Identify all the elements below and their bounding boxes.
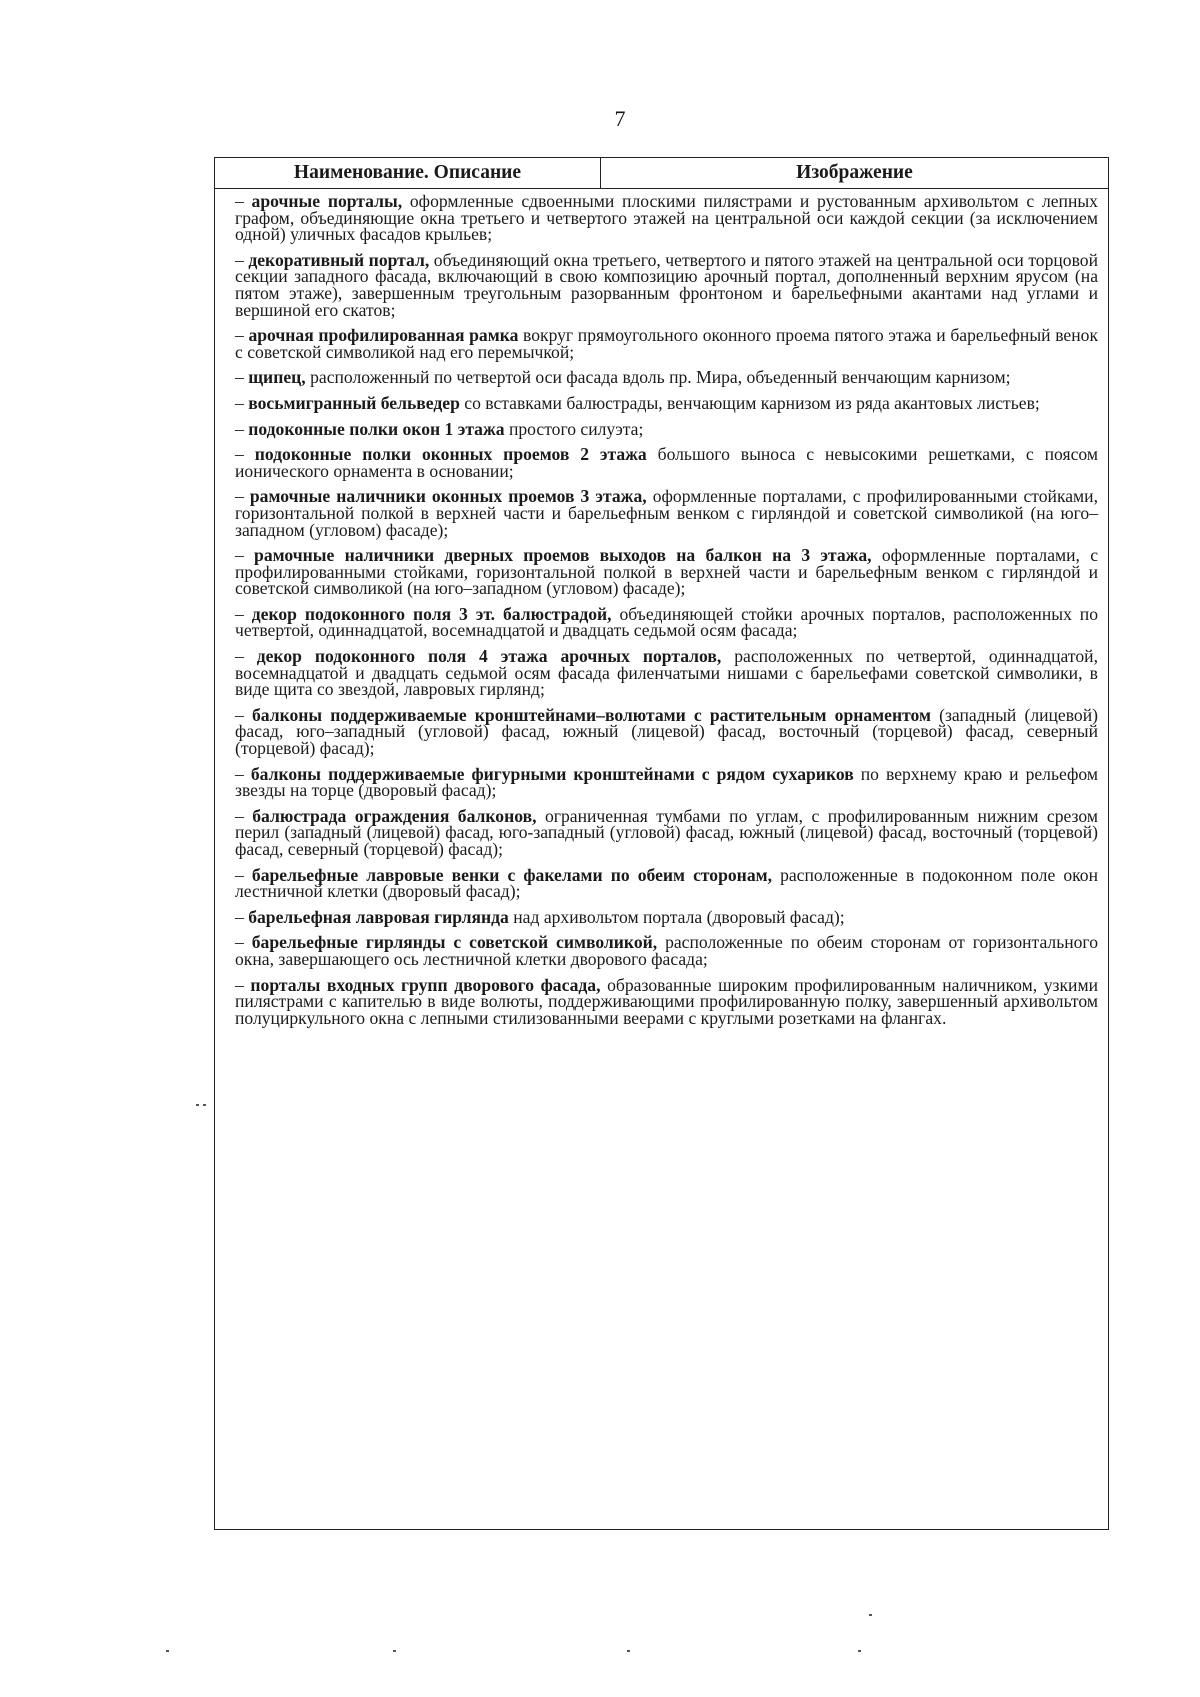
item-term: барельефные лавровые венки с факелами по обеим сторонам, <box>251 864 772 885</box>
description-item <box>235 392 1098 413</box>
item-dash: – <box>235 932 252 953</box>
item-description: объединяющий окна третьего, четвертого и пятого этажей на центральной оси торцовой секции западного фасада, включающий в свою композицию арочный портал, дополненный верхним ярусом (на пятом этаже), завершенным треугольным разорванным фронтоном и барельефными акантами над углами и вершиной его скатов; <box>235 249 1098 320</box>
description-cell <box>215 189 1108 1026</box>
item-dash: – <box>235 325 249 346</box>
description-item <box>235 446 1098 479</box>
item-term: балюстрада ограждения балконов, <box>252 805 537 826</box>
description-item <box>235 763 1099 801</box>
item-term: порталы входных групп дворового фасада, <box>250 974 601 995</box>
item-term: балконы поддерживаемые кронштейнами–волютами с растительным орнаментом <box>251 704 931 725</box>
item-dash: – <box>235 249 249 270</box>
item-dash: – <box>235 418 249 439</box>
item-term: рамочные наличники оконных проемов 3 этажа, <box>249 486 647 507</box>
item-dash: – <box>235 603 252 624</box>
item-description: ограниченная тумбами по углам, с профилированным нижним срезом перил (западный (лицевой) фасад, юго-западный (угловой) фасад, южный (лицевой) фасад, восточный (торцевой) фасад, северный (торцевой) фасад); <box>235 805 1098 859</box>
item-dash: – <box>235 444 255 465</box>
description-item <box>235 805 1098 859</box>
item-description: оформленные порталами, с профилированными стойками, горизонтальной полкой в верхней части и барельефным венком с гирляндой и советской символикой (на юго– западном (угловом) фасаде); <box>235 486 1098 540</box>
item-term: арочные порталы, <box>251 191 403 211</box>
description-item <box>235 603 1099 641</box>
description-item <box>235 906 1098 927</box>
item-term: восьмигранный бельведер <box>248 392 460 413</box>
description-item <box>235 193 1098 243</box>
item-dash: – <box>235 486 250 507</box>
description-item <box>235 704 1098 759</box>
item-term: декор подоконного поля 3 эт. балюстрадой, <box>251 603 612 624</box>
description-item <box>235 864 1099 902</box>
item-dash: – <box>235 704 252 725</box>
scan-speck <box>858 1650 861 1652</box>
item-description: расположенные в подоконном поле окон лестничной клетки (дворовый фасад); <box>235 864 1099 902</box>
item-description: большого выноса с невысокими решетками, с поясом ионического орнамента в основании; <box>235 444 1098 481</box>
item-term: декоративный портал, <box>248 249 430 270</box>
item-description: образованные широким профилированным наличником, узкими пилястрами с капителью в виде волюты, поддерживающими профилированную полку, завершенный архивольтом полуциркульного окна с лепными стилизованными веерами с круглыми розетками на флангах. <box>235 974 1099 1028</box>
item-dash: – <box>235 367 249 388</box>
item-description: расположенный по четвертой оси фасада вдоль пр. Мира, объеденный венчающим карнизом; <box>305 367 1011 388</box>
description-item <box>235 327 1098 360</box>
item-description: оформленные сдвоенными плоскими пилястрами и рустованным архивольтом с лепных графом, объединяющие окна третьего и четвертого этажей на центральной оси каждой секции (за исключением одной) уличных фасадов крыльев; <box>235 191 1098 245</box>
scan-speck <box>203 1104 206 1106</box>
item-description: расположенных по четвертой, одиннадцатой, восемнадцатой и двадцать седьмой осям фасада филенчатыми нишами с барельефами советской символики, в виде щита со звездой, лавровых гирлянд; <box>235 646 1098 700</box>
description-item <box>235 249 1098 320</box>
item-description: объединяющей стойки арочных порталов, расположенных по четвертой, одиннадцатой, восемнадцатой и двадцать седьмой осям фасада; <box>235 603 1099 641</box>
item-description: со вставками балюстрады, венчающим карнизом из ряда акантовых листьев; <box>459 392 1040 413</box>
heritage-elements-table <box>214 157 1109 1530</box>
column-header-image: Изображение <box>796 162 913 183</box>
item-dash: – <box>235 974 251 995</box>
item-term: барельефная лавровая гирлянда <box>248 906 509 927</box>
item-dash: – <box>235 646 257 667</box>
column-header-name-description: Наименование. Описание <box>215 158 601 188</box>
item-description: оформленные порталами, с профилированными стойками, горизонтальной полкой в верхней части и барельефным венком с гирляндой и советской символикой (на юго–западном (угловом) фасаде); <box>235 545 1099 599</box>
item-description: вокруг прямоугольного оконного проема пятого этажа и барельефный венок с советской символикой над его перемычкой; <box>235 325 1098 362</box>
description-item <box>235 934 1098 967</box>
item-description: (западный (лицевой) фасад, юго–западный (угловой) фасад, южный (лицевой) фасад, восточный (торцевой) фасад, северный (торцевой) фасад); <box>235 704 1098 759</box>
item-term: подоконные полки оконных проемов 2 этажа <box>254 444 647 465</box>
scan-speck <box>869 1614 872 1616</box>
item-term: декор подоконного поля 4 этажа арочных порталов, <box>256 646 722 667</box>
page-number: 7 <box>614 106 626 131</box>
item-term: рамочные наличники дверных проемов выходов на балкон на 3 этажа, <box>254 545 872 566</box>
scan-speck <box>166 1650 169 1652</box>
table-header <box>215 158 1108 189</box>
item-dash: – <box>235 906 249 927</box>
item-dash: – <box>235 864 252 885</box>
item-term: подоконные полки окон 1 этажа <box>248 418 505 439</box>
item-term: балконы поддерживаемые фигурными кронштейнами с рядом сухариков <box>250 763 854 784</box>
description-item <box>235 369 1098 386</box>
scan-speck <box>393 1650 396 1652</box>
description-item <box>235 418 1098 439</box>
description-item <box>235 488 1098 538</box>
item-description: расположенные по обеим сторонам от горизонтального окна, завершающего ось лестничной клетки дворового фасада; <box>235 932 1098 969</box>
item-dash: – <box>235 191 252 211</box>
item-dash: – <box>235 763 251 784</box>
description-item <box>235 974 1099 1028</box>
item-dash: – <box>235 392 249 413</box>
item-description: простого силуэта; <box>504 418 644 439</box>
scan-speck <box>196 1104 199 1106</box>
scan-speck <box>627 1650 630 1652</box>
item-dash: – <box>235 545 255 566</box>
item-description: над архивольтом портала (дворовый фасад); <box>508 906 845 927</box>
item-term: барельефные гирлянды с советской символикой, <box>251 932 658 953</box>
description-item <box>235 648 1098 698</box>
description-item <box>235 547 1098 597</box>
item-description: по верхнему краю и рельефом звезды на торце (дворовый фасад); <box>235 763 1099 801</box>
item-term: щипец, <box>248 367 306 388</box>
item-dash: – <box>235 805 253 826</box>
item-term: арочная профилированная рамка <box>248 325 519 346</box>
